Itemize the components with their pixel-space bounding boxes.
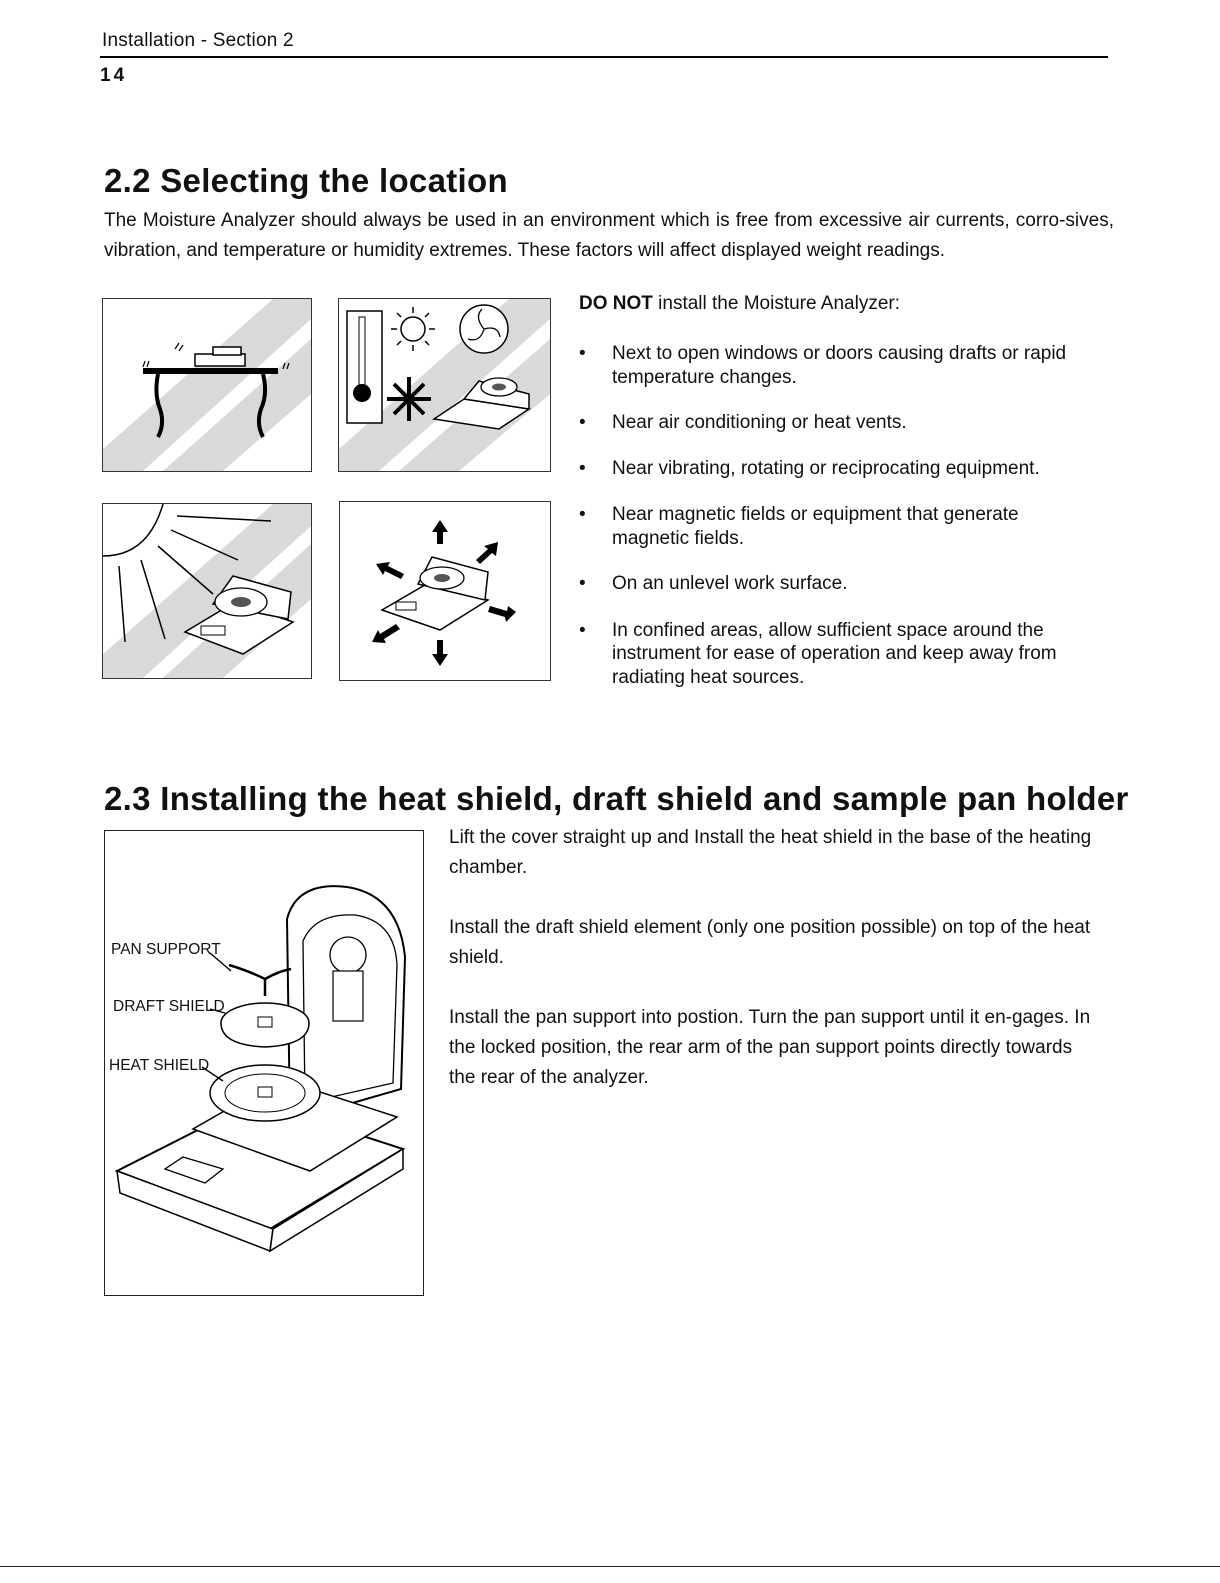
installation-steps <box>449 823 1099 1123</box>
heat-shield-callout: HEAT SHIELD <box>109 1057 210 1074</box>
list-item: • In confined areas, allow sufficient space around the instrument for ease of operation and keep away from radiating heat sources. <box>579 619 1099 690</box>
section-2-3-heading: 2.3 Installing the heat shield, draft shield and sample pan holder <box>104 780 1129 817</box>
installation-step: Lift the cover straight up and Install the heat shield in the base of the heating chamber. <box>449 827 1092 878</box>
installation-step: Install the draft shield element (only one position possible) on top of the heat shield. <box>449 917 1091 968</box>
header-rule <box>100 56 1108 58</box>
do-not-intro <box>579 293 900 315</box>
sunlight-illustration <box>102 503 312 679</box>
do-not-label: DO NOT <box>579 293 653 314</box>
draft-shield-callout: DRAFT SHIELD <box>113 998 225 1015</box>
list-item: • On an unlevel work surface. <box>579 572 1099 596</box>
running-header: Installation - Section 2 <box>102 30 294 51</box>
section-2-2-intro: The Moisture Analyzer should always be used in an environment which is free from excessive air currents, corro-sives, vibration, and temperature or humidity extremes. These factors will affect displayed weight readings. <box>104 210 1114 261</box>
list-item: • Near vibrating, rotating or reciprocating equipment. <box>579 457 1099 481</box>
location-warnings-list <box>579 342 1099 689</box>
section-2-2-heading: 2.2 Selecting the location <box>104 162 508 199</box>
page-number: 14 <box>100 65 128 86</box>
installation-step: Install the pan support into postion. Turn the pan support until it en-gages. In the locked position, the rear arm of the pan support points directly towards the rear of the analyzer. <box>449 1007 1091 1088</box>
vibrating-table-illustration <box>102 298 312 472</box>
temperature-illustration <box>338 298 551 472</box>
do-not-text: install the Moisture Analyzer: <box>652 293 901 314</box>
list-item: • Near magnetic fields or equipment that generate magnetic fields. <box>579 503 1099 550</box>
pan-support-callout: PAN SUPPORT <box>111 941 221 958</box>
bottom-edge-rule <box>0 1566 1220 1567</box>
analyzer-assembly-figure <box>104 830 424 1296</box>
list-item: • Next to open windows or doors causing drafts or rapid temperature changes. <box>579 342 1099 389</box>
clearance-illustration <box>339 501 551 681</box>
list-item: • Near air conditioning or heat vents. <box>579 411 1099 435</box>
